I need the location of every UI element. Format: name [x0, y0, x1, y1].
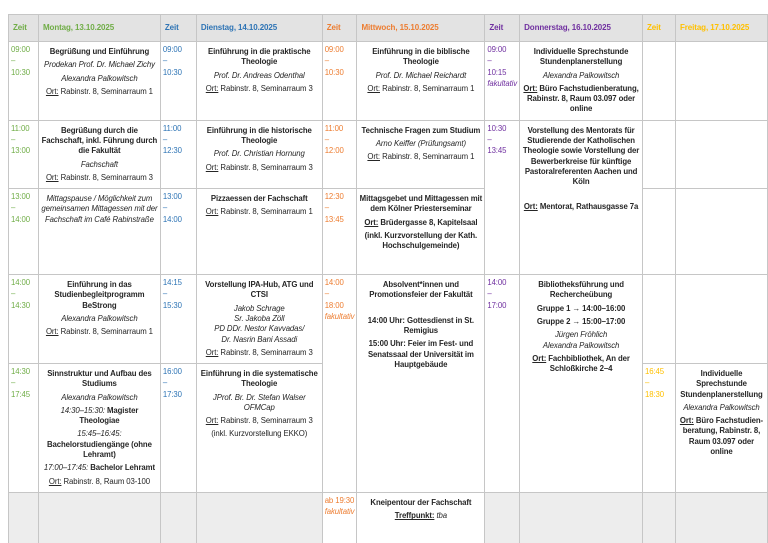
text-run: Individuelle Sprechstunde Stundenplanerstellung [533, 47, 629, 67]
text-run: 12:00 [324, 146, 344, 156]
time-cell-0-0 [9, 42, 39, 121]
text-run: 14:00 [487, 278, 507, 288]
text-run: Mittagspause / Möglichkeit zum gemeinsamen Mittagessen mit der Fachschaft im Café Rabinstraße [41, 194, 158, 224]
text-run: Büro Fachstudienberatung, Rabinstr. 8, Raum 03.097 oder online [527, 83, 639, 114]
time-cell-3-6 [485, 275, 520, 493]
text-run: Absolvent*innen und Promotionsfeier der Fakultät [369, 280, 473, 300]
text-run: Vorstellung des Mentorats für Studierende der Katholischen Theologie sowie Vorstellung der Bewerberkreise für künftige Pastoralreferenten Aachen und Köln [522, 125, 640, 187]
text-run: Rabinstr. 8, Seminarraum 3 [218, 416, 313, 426]
time-cell-5-4 [322, 492, 357, 543]
text-run: 13:00 [11, 146, 31, 156]
text-run: 10:30 [324, 67, 344, 77]
text-run: (inkl. Kurzvorstellung der Kath. Hochschulgemeinde) [364, 230, 478, 251]
text-run: Rabinstr. 8, Seminarraum 1 [380, 83, 475, 93]
text-run: Ort: [45, 86, 59, 96]
text-run: Ort: [523, 202, 538, 212]
event-cell-2-9 [675, 189, 767, 275]
text-run: Kneipentour der Fachschaft [370, 497, 472, 507]
event-cell-5-9 [675, 492, 767, 543]
time-cell-0-6 [485, 42, 520, 121]
text-run: Einführung in die historische Theologie [206, 125, 312, 145]
text-run: Prof. Dr. Michael Reichardt [375, 70, 467, 80]
text-run: 10:30 [11, 67, 31, 77]
text-run: tba [434, 511, 448, 521]
text-run: Bibliotheksführung und Rechercheübung [538, 280, 624, 300]
event-cell-1-5 [357, 120, 485, 188]
text-run: Rabinstr. 8, Seminarraum 3 [218, 83, 313, 93]
text-run: – [162, 134, 168, 144]
text-run: Fachbibliothek, An der Schloßkirche 2–4 [546, 353, 630, 374]
time-cell-4-2 [160, 364, 196, 493]
text-run: 14:30–15:30: [60, 405, 107, 415]
event-cell-3-1 [38, 275, 160, 364]
text-run: Rabinstr. 8, Seminarraum 1 [58, 327, 153, 337]
text-run: 17:00–17:45: [43, 463, 91, 473]
text-run: Gruppe 2 → 15:00–17:00 [536, 316, 626, 326]
text-run: 13:45 [324, 214, 344, 224]
event-cell-5-5 [357, 492, 485, 543]
text-run: Technische Fragen zum Studium [361, 125, 481, 135]
event-cell-2-3 [196, 189, 322, 275]
time-cell-3-0 [9, 275, 39, 364]
text-run: Alexandra Palkowitsch [542, 340, 620, 350]
event-cell-0-1 [38, 42, 160, 121]
text-run: Rabinstr. 8, Seminarraum 1 [380, 152, 475, 162]
time-cell-1-6 [485, 120, 520, 274]
header-zeit-2: Zeit [160, 15, 196, 42]
time-cell-1-2 [160, 120, 196, 188]
text-run: Einführung in die biblische Theologie [372, 47, 470, 67]
text-run: 09:00 [162, 45, 182, 54]
text-run: Rabinstr. 8, Raum 03-100 [61, 476, 150, 486]
schedule-row-5 [9, 492, 768, 543]
text-run: Ort: [367, 83, 380, 93]
text-run: Begrüßung und Einführung [49, 47, 150, 56]
schedule-row-3 [9, 275, 768, 364]
text-run: 17:45 [11, 389, 31, 399]
text-run: Einführung in die praktische Theologie [208, 47, 311, 67]
text-run: Prof. Dr. Andreas Odenthal [213, 70, 305, 80]
text-run: Gruppe 1 → 14:00–16:00 [536, 303, 626, 313]
text-run: Ort: [45, 327, 59, 337]
header-zeit-6: Zeit [485, 15, 520, 42]
text-run: – [324, 56, 329, 66]
event-cell-5-7 [520, 492, 643, 543]
time-cell-2-2 [160, 189, 196, 275]
event-cell-0-3 [196, 42, 322, 121]
time-cell-5-6 [485, 492, 520, 543]
text-run: Individuelle Sprechstunde Stundenplanerstellung [680, 369, 763, 399]
event-cell-3-9 [675, 275, 767, 364]
text-run: 16:45 [645, 367, 665, 377]
text-run: Bachelor Lehramt [90, 463, 155, 473]
time-cell-3-4 [322, 275, 357, 493]
event-cell-1-7 [520, 120, 643, 274]
time-cell-4-0 [9, 364, 39, 493]
header-zeit-8: Zeit [643, 15, 676, 42]
event-cell-3-5 [357, 275, 485, 493]
text-run: Rabinstr. 8, Seminarraum 1 [218, 207, 313, 217]
event-cell-0-5 [357, 42, 485, 121]
event-cell-5-3 [196, 492, 322, 543]
text-run: – [162, 56, 168, 66]
text-run: Brüdergasse 8, Kapitelsaal [378, 217, 478, 227]
event-cell-1-3 [196, 120, 322, 188]
time-cell-0-4 [322, 42, 357, 121]
text-run: (inkl. Kurzvorstellung EKKO) [211, 429, 308, 439]
schedule-table [8, 14, 768, 543]
schedule-row-0 [9, 42, 768, 121]
event-cell-0-7 [520, 42, 643, 121]
text-run: Prodekan Prof. Dr. Michael Zichy [43, 60, 155, 70]
text-run: Ort: [364, 217, 379, 227]
time-cell-3-8 [643, 275, 676, 364]
text-run: – [487, 56, 492, 66]
schedule-row-1 [9, 120, 768, 188]
time-cell-5-2 [160, 492, 196, 543]
text-run: Sr. Jakoba Zöll [234, 313, 285, 323]
text-run: 11:00 [162, 123, 182, 133]
time-cell-2-8 [643, 189, 676, 275]
text-run: Fachschaft [80, 159, 118, 169]
event-cell-4-9 [675, 364, 767, 493]
text-run: 15:30 [162, 300, 182, 310]
text-run: 13:00 [11, 192, 31, 202]
text-run: Magister Theologiae [79, 405, 139, 426]
text-run: Sinnstruktur und Aufbau des Studiums [47, 369, 152, 389]
text-run: 09:00 [324, 45, 344, 54]
text-run: Alexandra Palkowitsch [61, 313, 138, 323]
event-cell-1-9 [675, 120, 767, 188]
text-run: Alexandra Palkowitsch [542, 70, 620, 80]
text-run: – [487, 134, 492, 144]
event-cell-3-3 [196, 275, 322, 364]
text-run: 09:00 [487, 45, 507, 54]
text-run: 11:00 [11, 123, 30, 133]
text-run: Mittagsgebet und Mittagessen mit dem Kölner Priesterseminar [359, 194, 483, 214]
text-run: Ort: [679, 416, 694, 426]
event-cell-2-1 [38, 189, 160, 275]
text-run: Jürgen Fröhlich [554, 330, 608, 340]
text-run: – [11, 203, 16, 213]
text-run: 16:00 [162, 367, 182, 377]
event-cell-3-7 [520, 275, 643, 493]
text-run: Prof. Dr. Christian Hornung [213, 149, 305, 159]
text-run: – [11, 134, 16, 144]
text-run: Alexandra Palkowitsch [61, 73, 138, 83]
text-run: Mentorat, Rathausgasse 7a [537, 202, 639, 212]
text-run: Ort: [48, 476, 62, 486]
text-run: 12:30 [162, 146, 182, 156]
text-run: Alexandra Palkowitsch [683, 402, 760, 412]
event-cell-4-3 [196, 364, 322, 493]
text-run: ab 19:30 [324, 495, 355, 505]
text-run: Ort: [367, 152, 380, 162]
text-run: 13:45 [487, 146, 507, 156]
header-day-7: Donnerstag, 16.10.2025 [520, 15, 643, 42]
schedule-body [9, 42, 768, 543]
header-day-9: Freitag, 17.10.2025 [675, 15, 767, 42]
text-run: Arno Keiffer (Prüfungsamt) [375, 138, 466, 148]
text-run: – [324, 289, 329, 299]
text-run: Alexandra Palkowitsch [61, 392, 138, 402]
event-cell-1-1 [38, 120, 160, 188]
time-cell-5-8 [643, 492, 676, 543]
text-run: 14:00 [11, 214, 31, 224]
text-run: fakultativ [487, 78, 518, 88]
text-run: Einführung in die systematische Theologie [200, 369, 318, 389]
text-run: 10:15 [487, 67, 507, 77]
text-run: – [324, 134, 329, 144]
text-run: 10:30 [162, 67, 182, 77]
text-run: Bachelorstudiengänge (ohne Lehramt) [47, 439, 152, 460]
time-cell-5-0 [9, 492, 39, 543]
text-run: Vorstellung IPA-Hub, ATG und CTSI [205, 280, 314, 300]
text-run: Einführung in das Studienbegleitprogramm BeStrong [54, 280, 145, 310]
text-run: 14:00 [11, 278, 31, 288]
time-cell-0-8 [643, 42, 676, 121]
time-cell-0-2 [160, 42, 196, 121]
event-cell-0-9 [675, 42, 767, 121]
schedule-header-row [9, 15, 768, 42]
time-cell-2-0 [9, 189, 39, 275]
text-run: 18:00 [324, 300, 344, 310]
text-run: – [11, 289, 16, 299]
text-run: fakultativ [324, 311, 355, 321]
event-cell-2-5 [357, 189, 485, 275]
header-day-3: Dienstag, 14.10.2025 [196, 15, 322, 42]
text-run: Pizzaessen der Fachschaft [210, 194, 308, 204]
text-run: – [324, 203, 329, 213]
text-run: 14:30 [11, 367, 31, 377]
header-zeit-4: Zeit [322, 15, 357, 42]
text-run: – [11, 378, 16, 388]
text-run: – [645, 378, 650, 388]
time-cell-1-0 [9, 120, 39, 188]
text-run: Rabinstr. 8, Seminarraum 3 [218, 347, 313, 357]
text-run: 14:00 [162, 214, 182, 224]
text-run: fakultativ [324, 507, 355, 517]
time-cell-4-8 [643, 364, 676, 493]
text-run: 10:30 [487, 123, 507, 133]
time-cell-2-4 [322, 189, 357, 275]
text-run: 17:30 [162, 389, 182, 399]
text-run: – [162, 203, 168, 213]
text-run: Ort: [532, 353, 547, 363]
text-run: – [487, 289, 492, 299]
text-run: Begrüßung durch die Fachschaft, inkl. Führung durch die Fakultät [41, 125, 158, 156]
text-run: Ort: [205, 162, 219, 172]
text-run: 14:00 [324, 278, 344, 288]
event-cell-5-1 [38, 492, 160, 543]
time-cell-1-8 [643, 120, 676, 188]
text-run: Dr. Nasrin Bani Assadi [221, 334, 298, 344]
text-run: 09:00 [11, 45, 31, 54]
text-run: 15:45–16:45: [77, 429, 122, 439]
text-run: 14:30 [11, 300, 31, 310]
text-run: – [11, 56, 16, 66]
text-run: – [162, 378, 168, 388]
text-run: Jakob Schrage [233, 303, 285, 313]
header-zeit-0: Zeit [9, 15, 39, 42]
text-run: Rabinstr. 8, Seminarraum 3 [218, 162, 313, 172]
text-run: Ort: [205, 347, 219, 357]
event-cell-4-1 [38, 364, 160, 493]
time-cell-3-2 [160, 275, 196, 364]
text-run: JProf. Br. Dr. Stefan Walser OFMCap [212, 392, 306, 412]
text-run: 15:00 Uhr: Feier im Fest- und Senatssaal der Universität im Hauptgebäude [367, 339, 474, 369]
time-cell-1-4 [322, 120, 357, 188]
text-run: Ort: [205, 416, 219, 426]
text-run: 11:00 [324, 123, 344, 133]
text-run: – [162, 289, 168, 299]
schedule-row-2 [9, 189, 768, 275]
text-run: Ort: [205, 83, 219, 93]
header-day-1: Montag, 13.10.2025 [38, 15, 160, 42]
text-run: Rabinstr. 8, Seminarraum 3 [58, 172, 153, 182]
text-run: 12:30 [324, 192, 344, 202]
text-run: Treffpunkt: [394, 511, 435, 521]
text-run: 14:00 Uhr: Gottesdienst in St. Remigius [367, 315, 474, 335]
header-day-5: Mittwoch, 15.10.2025 [357, 15, 485, 42]
text-run: 18:30 [645, 389, 665, 399]
text-run: 17:00 [487, 300, 507, 310]
text-run: Ort: [523, 83, 538, 93]
text-run: Rabinstr. 8, Seminarraum 1 [58, 86, 153, 96]
text-run: Ort: [45, 172, 59, 182]
text-run: Ort: [205, 207, 219, 217]
text-run: PD DDr. Nestor Kavvadas/ [214, 324, 305, 334]
text-run: 14:15 [162, 278, 182, 288]
text-run: Büro Fachstudien-beratung, Rabinstr. 8, Raum 03.097 oder online [682, 416, 764, 457]
text-run: 13:00 [162, 192, 182, 202]
